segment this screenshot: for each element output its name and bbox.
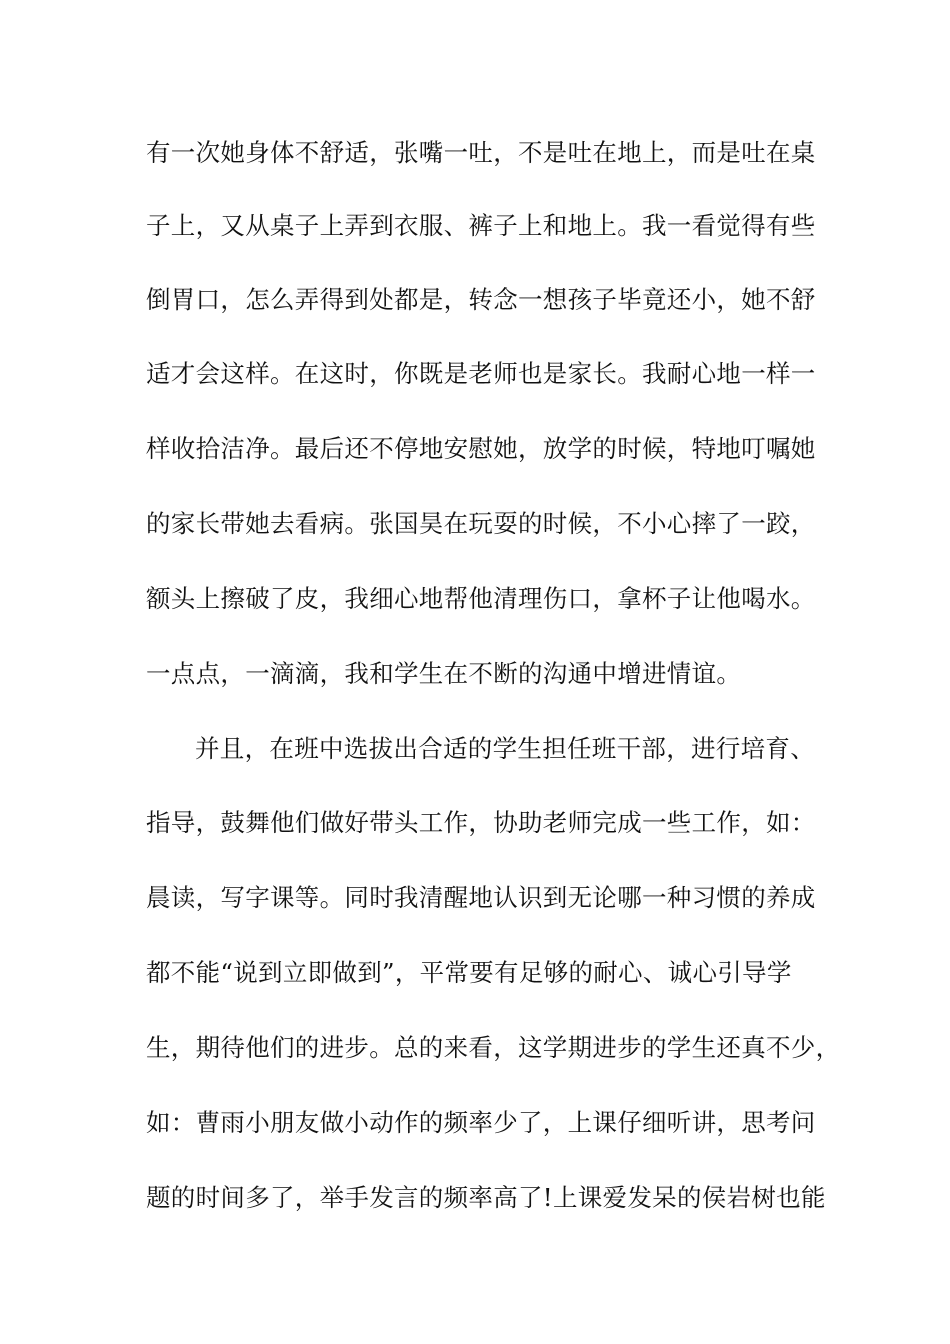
text-line-12: 都不能“说到立即做到”，平常要有足够的耐心、诚心引导学 xyxy=(146,958,792,987)
text-line-10: 指导，鼓舞他们做好带头工作，协助老师完成一些工作，如： xyxy=(146,808,816,837)
text-line-5: 样收拾洁净。最后还不停地安慰她，放学的时候，特地叮嘱她 xyxy=(146,434,816,463)
text-line-2: 子上，又从桌子上弄到衣服、裤子上和地上。我一看觉得有些 xyxy=(146,211,816,240)
paragraph-start-line: 并且，在班中选拔出合适的学生担任班干部，进行培育、 xyxy=(195,734,815,763)
text-line-8: 一点点，一滴滴，我和学生在不断的沟通中增进情谊。 xyxy=(146,659,742,688)
text-line-11: 晨读，写字课等。同时我清醒地认识到无论哪一种习惯的养成 xyxy=(146,883,816,912)
text-line-3: 倒胃口，怎么弄得到处都是，转念一想孩子毕竟还小，她不舒 xyxy=(146,285,816,314)
text-line-14: 如：曹雨小朋友做小动作的频率少了，上课仔细听讲，思考问 xyxy=(146,1108,816,1137)
text-line-4: 适才会这样。在这时，你既是老师也是家长。我耐心地一样一 xyxy=(146,359,816,388)
text-line-13: 生，期待他们的进步。总的来看，这学期进步的学生还真不少， xyxy=(146,1033,841,1062)
text-line-7: 额头上擦破了皮，我细心地帮他清理伤口，拿杯子让他喝水。 xyxy=(146,584,816,613)
text-line-15: 题的时间多了，举手发言的频率高了!上课爱发呆的侯岩树也能 xyxy=(146,1183,826,1212)
text-line-1: 有一次她身体不舒适，张嘴一吐，不是吐在地上，而是吐在桌 xyxy=(146,138,816,167)
text-line-6: 的家长带她去看病。张国昊在玩耍的时候，不小心摔了一跤， xyxy=(146,509,816,538)
